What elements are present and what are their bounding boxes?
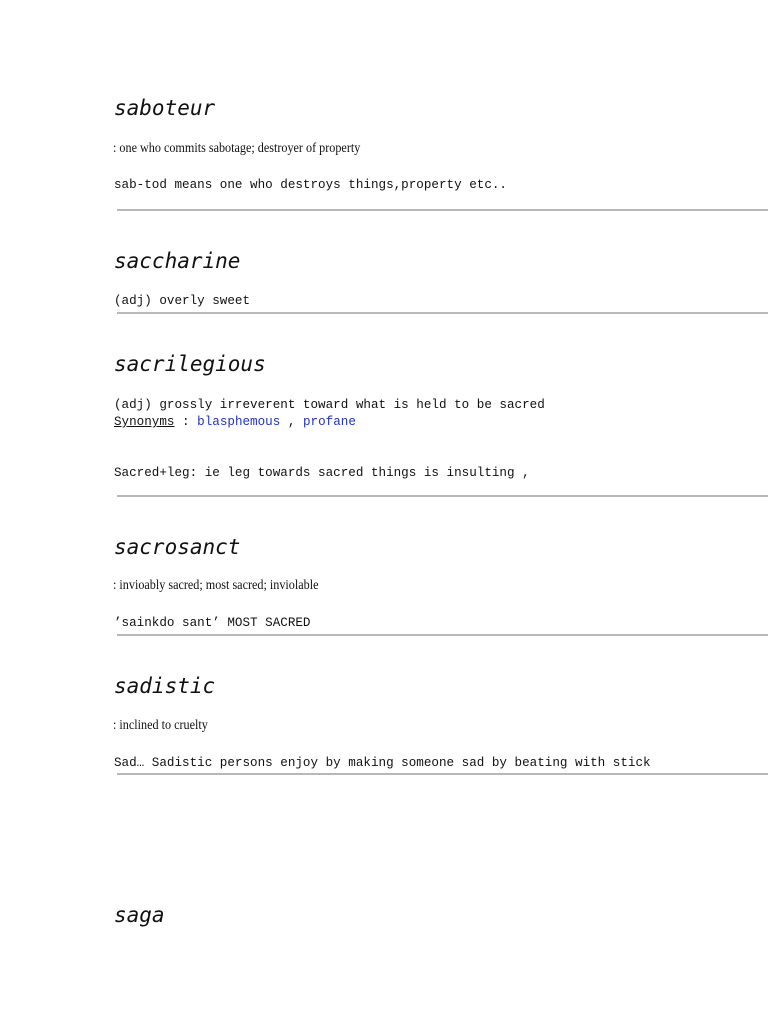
entry-divider bbox=[117, 773, 768, 775]
entry-divider bbox=[117, 495, 768, 497]
entry-word-sacrosanct: sacrosanct bbox=[114, 535, 241, 559]
synonym-link-blasphemous[interactable]: blasphemous bbox=[197, 415, 281, 429]
entry-word-saccharine: saccharine bbox=[114, 249, 241, 273]
synonyms-line bbox=[114, 414, 356, 430]
entry-note-saboteur: sab-tod means one who destroys things,property etc.. bbox=[114, 178, 507, 192]
entry-note-sadistic: Sad… Sadistic persons enjoy by making someone sad by beating with stick bbox=[114, 756, 651, 770]
entry-definition-saccharine: (adj) overly sweet bbox=[114, 294, 251, 308]
entry-word-saga: saga bbox=[114, 903, 165, 927]
entry-definition-sacrilegious: (adj) grossly irreverent toward what is held to be sacred bbox=[114, 398, 545, 412]
entry-note-sacrilegious: Sacred+leg: ie leg towards sacred things is insulting , bbox=[114, 466, 530, 480]
entry-divider bbox=[117, 312, 768, 314]
synonyms-comma: , bbox=[280, 415, 303, 429]
entry-divider bbox=[117, 634, 768, 636]
entry-definition-sacrosanct: : invioably sacred; most sacred; inviolable bbox=[113, 577, 319, 592]
entry-divider bbox=[117, 209, 768, 211]
synonyms-separator: : bbox=[174, 415, 198, 429]
synonyms-label: Synonyms bbox=[114, 415, 175, 429]
entry-note-sacrosanct: ’sainkdo sant’ MOST SACRED bbox=[114, 616, 311, 630]
entry-definition-saboteur: : one who commits sabotage; destroyer of property bbox=[113, 140, 361, 155]
entry-word-sacrilegious: sacrilegious bbox=[114, 352, 266, 376]
synonym-link-profane[interactable]: profane bbox=[302, 415, 356, 429]
entry-definition-sadistic: : inclined to cruelty bbox=[113, 717, 208, 732]
entry-word-sadistic: sadistic bbox=[114, 674, 216, 698]
entry-word-saboteur: saboteur bbox=[114, 96, 216, 120]
